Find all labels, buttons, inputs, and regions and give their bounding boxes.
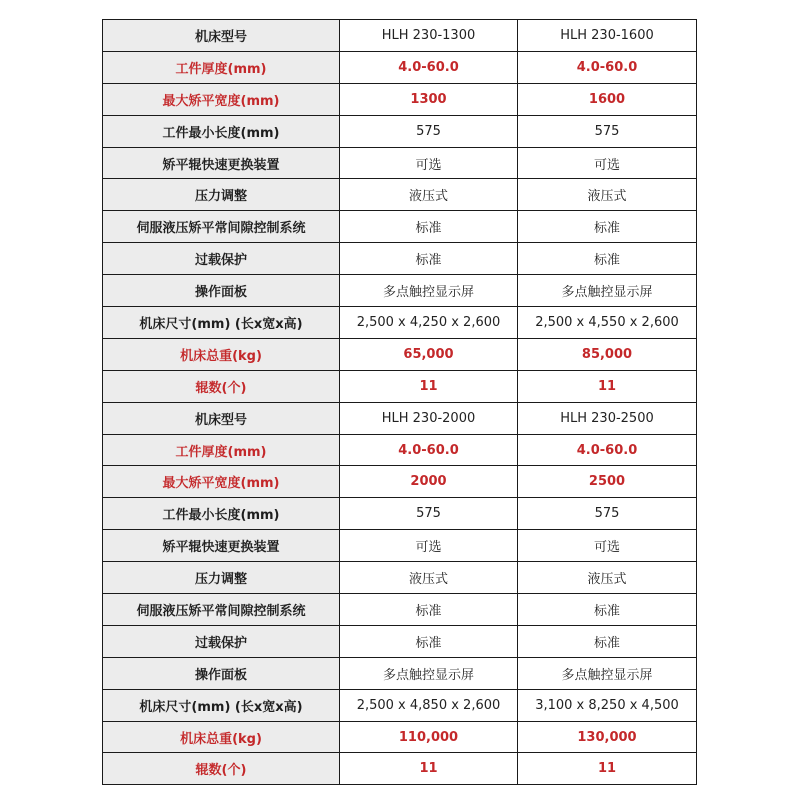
spec-value-cell-b: 4.0-60.0 [518, 51, 697, 83]
spec-row [103, 20, 697, 52]
spec-value-cell-a: HLH 230-1300 [340, 20, 518, 52]
spec-label-cell: 辊数(个) [103, 370, 340, 402]
spec-value-cell-a: 4.0-60.0 [340, 434, 518, 466]
spec-label-cell: 机床型号 [103, 20, 340, 52]
spec-value-cell-b: 标准 [518, 211, 697, 243]
spec-value-cell-a: 575 [340, 115, 518, 147]
spec-value-cell-a: HLH 230-2000 [340, 402, 518, 434]
spec-value-cell-b: 2500 [518, 466, 697, 498]
spec-row [103, 211, 697, 243]
spec-label-cell: 伺服液压矫平常间隙控制系统 [103, 211, 340, 243]
spec-row [103, 498, 697, 530]
spec-value-cell-a: 多点触控显示屏 [340, 657, 518, 689]
spec-value-cell-a: 标准 [340, 625, 518, 657]
spec-row [103, 657, 697, 689]
spec-table-body [103, 20, 697, 785]
spec-value-cell-a: 2000 [340, 466, 518, 498]
spec-row [103, 594, 697, 626]
spec-row [103, 83, 697, 115]
spec-value-cell-b: 液压式 [518, 179, 697, 211]
spec-label-cell: 工件最小长度(mm) [103, 498, 340, 530]
spec-row [103, 434, 697, 466]
spec-value-cell-b: 2,500 x 4,550 x 2,600 [518, 307, 697, 339]
spec-label-cell: 辊数(个) [103, 753, 340, 785]
spec-value-cell-b: 575 [518, 115, 697, 147]
spec-value-cell-b: 多点触控显示屏 [518, 657, 697, 689]
spec-label-cell: 矫平辊快速更换装置 [103, 530, 340, 562]
spec-label-cell: 机床总重(kg) [103, 338, 340, 370]
spec-row [103, 243, 697, 275]
spec-value-cell-b: 11 [518, 753, 697, 785]
spec-table [102, 19, 697, 785]
spec-value-cell-a: 110,000 [340, 721, 518, 753]
spec-value-cell-a: 2,500 x 4,250 x 2,600 [340, 307, 518, 339]
spec-value-cell-b: 标准 [518, 625, 697, 657]
spec-row [103, 147, 697, 179]
spec-row [103, 402, 697, 434]
spec-row [103, 275, 697, 307]
spec-value-cell-a: 标准 [340, 594, 518, 626]
spec-value-cell-b: 130,000 [518, 721, 697, 753]
spec-row [103, 625, 697, 657]
spec-value-cell-b: 标准 [518, 594, 697, 626]
spec-label-cell: 压力调整 [103, 562, 340, 594]
spec-label-cell: 机床总重(kg) [103, 721, 340, 753]
spec-value-cell-b: HLH 230-1600 [518, 20, 697, 52]
spec-value-cell-b: 标准 [518, 243, 697, 275]
spec-row [103, 51, 697, 83]
spec-value-cell-a: 标准 [340, 211, 518, 243]
spec-label-cell: 工件最小长度(mm) [103, 115, 340, 147]
spec-value-cell-b: 1600 [518, 83, 697, 115]
spec-value-cell-a: 575 [340, 498, 518, 530]
spec-row [103, 753, 697, 785]
spec-value-cell-b: HLH 230-2500 [518, 402, 697, 434]
spec-value-cell-a: 11 [340, 370, 518, 402]
spec-value-cell-a: 1300 [340, 83, 518, 115]
spec-value-cell-a: 可选 [340, 530, 518, 562]
spec-value-cell-a: 液压式 [340, 562, 518, 594]
spec-row [103, 115, 697, 147]
spec-row [103, 721, 697, 753]
spec-label-cell: 操作面板 [103, 657, 340, 689]
spec-value-cell-b: 3,100 x 8,250 x 4,500 [518, 689, 697, 721]
spec-value-cell-a: 4.0-60.0 [340, 51, 518, 83]
spec-label-cell: 矫平辊快速更换装置 [103, 147, 340, 179]
spec-value-cell-a: 2,500 x 4,850 x 2,600 [340, 689, 518, 721]
spec-label-cell: 机床尺寸(mm) (长x宽x高) [103, 689, 340, 721]
spec-value-cell-a: 多点触控显示屏 [340, 275, 518, 307]
spec-label-cell: 机床尺寸(mm) (长x宽x高) [103, 307, 340, 339]
spec-value-cell-b: 可选 [518, 147, 697, 179]
spec-value-cell-b: 多点触控显示屏 [518, 275, 697, 307]
spec-value-cell-a: 11 [340, 753, 518, 785]
spec-value-cell-b: 可选 [518, 530, 697, 562]
spec-label-cell: 过载保护 [103, 243, 340, 275]
spec-value-cell-b: 液压式 [518, 562, 697, 594]
spec-value-cell-b: 11 [518, 370, 697, 402]
spec-label-cell: 操作面板 [103, 275, 340, 307]
spec-label-cell: 过载保护 [103, 625, 340, 657]
spec-row [103, 689, 697, 721]
spec-value-cell-b: 4.0-60.0 [518, 434, 697, 466]
spec-row [103, 338, 697, 370]
spec-label-cell: 最大矫平宽度(mm) [103, 466, 340, 498]
spec-row [103, 466, 697, 498]
spec-label-cell: 工件厚度(mm) [103, 51, 340, 83]
spec-row [103, 307, 697, 339]
spec-value-cell-a: 标准 [340, 243, 518, 275]
spec-value-cell-a: 65,000 [340, 338, 518, 370]
spec-row [103, 562, 697, 594]
spec-value-cell-a: 可选 [340, 147, 518, 179]
spec-row [103, 530, 697, 562]
spec-value-cell-b: 575 [518, 498, 697, 530]
spec-row [103, 179, 697, 211]
spec-label-cell: 伺服液压矫平常间隙控制系统 [103, 594, 340, 626]
spec-label-cell: 机床型号 [103, 402, 340, 434]
spec-label-cell: 压力调整 [103, 179, 340, 211]
spec-value-cell-b: 85,000 [518, 338, 697, 370]
spec-label-cell: 最大矫平宽度(mm) [103, 83, 340, 115]
spec-row [103, 370, 697, 402]
spec-label-cell: 工件厚度(mm) [103, 434, 340, 466]
spec-value-cell-a: 液压式 [340, 179, 518, 211]
